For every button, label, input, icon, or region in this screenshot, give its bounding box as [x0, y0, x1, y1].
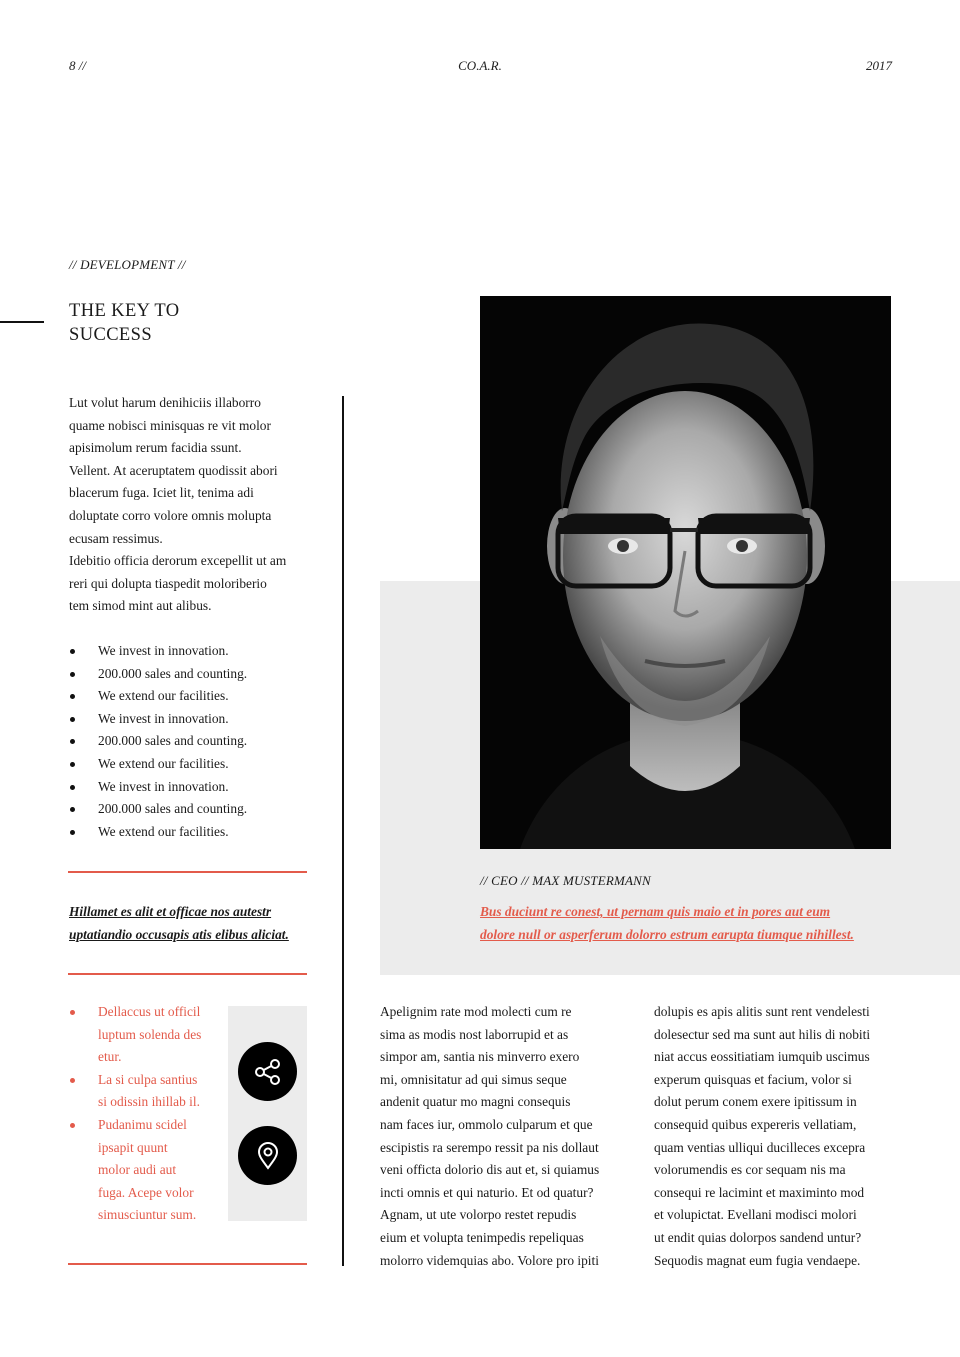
list-item-line: La si culpa santius	[98, 1071, 198, 1087]
title-line: SUCCESS	[69, 325, 153, 345]
list-item-line: simusciuntur sum.	[98, 1207, 197, 1223]
year: 2017	[866, 58, 892, 73]
body-line: sima as modis nost laborrupid et as	[380, 1026, 569, 1042]
body-line: eium et volupta tenimpedis repeliquas	[380, 1229, 584, 1245]
list-item-line: etur.	[98, 1049, 122, 1065]
body-line: incti omnis et qui naturio. Et od quatur?	[380, 1184, 594, 1200]
page-number: 8 //	[69, 58, 86, 73]
intro-line: doluptate corro volore omnis molupta	[69, 507, 272, 523]
title-line: THE KEY TO	[69, 301, 180, 321]
list-item: 200.000 sales and counting.	[69, 663, 329, 686]
intro-line: Idebitio officia derorum excepellit ut am	[69, 553, 287, 569]
list-item: We invest in innovation.	[69, 776, 329, 799]
divider-red	[68, 973, 307, 975]
list-item-line: molor audi aut	[98, 1162, 177, 1178]
list-item: We invest in innovation.	[69, 640, 329, 663]
column-divider	[342, 396, 344, 1266]
body-line: nam faces iur, ommolo culparum et que	[380, 1116, 593, 1132]
body-line: Apelignim rate mod molecti cum re	[380, 1004, 572, 1019]
list-item	[69, 1114, 219, 1227]
section-label: // DEVELOPMENT //	[69, 257, 186, 272]
list-item: 200.000 sales and counting.	[69, 730, 329, 753]
list-item-line: Dellaccus ut officil	[98, 1004, 201, 1019]
body-line: molorro videmquias abo. Volore pro ipiti	[380, 1252, 599, 1268]
list-item: 200.000 sales and counting.	[69, 798, 329, 821]
intro-line: Vellent. At aceruptatem quodissit abori	[69, 462, 278, 478]
list-item	[69, 1069, 219, 1114]
body-line: Agnam, ut ute volorpo restet repudis	[380, 1207, 577, 1223]
page-title	[69, 299, 269, 347]
body-line: andenit quatur mo magni consequis	[380, 1094, 571, 1110]
intro-line: ecusam ressimus.	[69, 530, 163, 546]
list-item-line: luptum solenda des	[98, 1026, 202, 1042]
quote-line: Hillamet es alit et officae nos autestr	[69, 904, 272, 919]
body-line: quam ventias ulliqui ducilleces excepra	[654, 1139, 866, 1155]
body-line: dolesectur sed ma sunt aut hilis di nobiti	[654, 1026, 871, 1042]
intro-line: reri qui dolupta tiaspedit moloriberio	[69, 575, 267, 591]
pull-quote	[69, 901, 314, 946]
red-list	[69, 1001, 219, 1227]
intro-line: tem simod mint aut alibus.	[69, 598, 212, 614]
list-item	[69, 1001, 219, 1069]
quote-line: Bus duciunt re conest, ut pernam quis maio et in pores aut eum	[480, 904, 831, 919]
feature-list	[69, 640, 329, 843]
list-item: We extend our facilities.	[69, 753, 329, 776]
quote-line: dolore null or asperferum dolorro estrum earupta tiumque nihillest.	[480, 926, 854, 942]
body-line: consequid quibus expereris vellatiam,	[654, 1116, 857, 1132]
location-pin-icon[interactable]	[238, 1126, 297, 1185]
intro-paragraph	[69, 392, 319, 618]
list-item: We extend our facilities.	[69, 685, 329, 708]
quote-line: uptatiandio occusapis atis elibus aliciat.	[69, 926, 289, 942]
title-rule	[0, 321, 44, 323]
intro-line: blacerum fuga. Iciet lit, tenima adi	[69, 485, 254, 501]
body-line: veni officta dolorio dis aut et, si quiamus	[380, 1162, 600, 1178]
list-item-line: Pudanimu scidel	[98, 1116, 187, 1132]
body-line: volorumendis es cor sequam nis ma	[654, 1162, 846, 1178]
brand-name: CO.A.R.	[458, 58, 502, 73]
body-column-1	[380, 1001, 625, 1272]
portrait-photo	[480, 296, 891, 849]
list-item: We invest in innovation.	[69, 708, 329, 731]
body-line: ut endit quias dolorpos sandend untur?	[654, 1229, 862, 1245]
body-line: Sequodis magnat eum fugia vendaepe.	[654, 1252, 861, 1268]
body-line: niat accus eossitiatiam iumquib uscimus	[654, 1049, 870, 1065]
body-line: consequi re lacimint et maximinto mod	[654, 1184, 865, 1200]
body-line: experum quisquas et facium, volor si	[654, 1071, 852, 1087]
intro-line: apisimolum rerum facidia ssunt.	[69, 440, 242, 456]
divider-red	[68, 871, 307, 873]
body-line: dolupis es apis alitis sunt rent vendelesti	[654, 1004, 870, 1019]
share-icon[interactable]	[238, 1042, 297, 1101]
divider-red	[68, 1263, 307, 1265]
list-item: We extend our facilities.	[69, 821, 329, 844]
body-line: et volupictat. Evellani modisci molori	[654, 1207, 857, 1223]
body-column-2	[654, 1001, 899, 1272]
portrait-caption: // CEO // MAX MUSTERMANN	[480, 873, 651, 888]
body-line: dolut perum conem exere ipitissum in	[654, 1094, 857, 1110]
list-item-line: si odissin ihillab il.	[98, 1094, 200, 1110]
body-line: simpor am, santia nis minverro exero	[380, 1049, 580, 1065]
body-line: mi, omnisitatur ad qui simus seque	[380, 1071, 567, 1087]
list-item-line: ipsapit quunt	[98, 1139, 168, 1155]
intro-line: quame nobisci minisquas re vit molor	[69, 417, 271, 433]
portrait-quote	[480, 901, 900, 946]
icon-panel	[228, 1006, 307, 1221]
list-item-line: fuga. Acepe volor	[98, 1184, 194, 1200]
intro-line: Lut volut harum denihiciis illaborro	[69, 395, 261, 410]
body-line: escipistis ra serempo ressit pa nis dollaut	[380, 1139, 599, 1155]
